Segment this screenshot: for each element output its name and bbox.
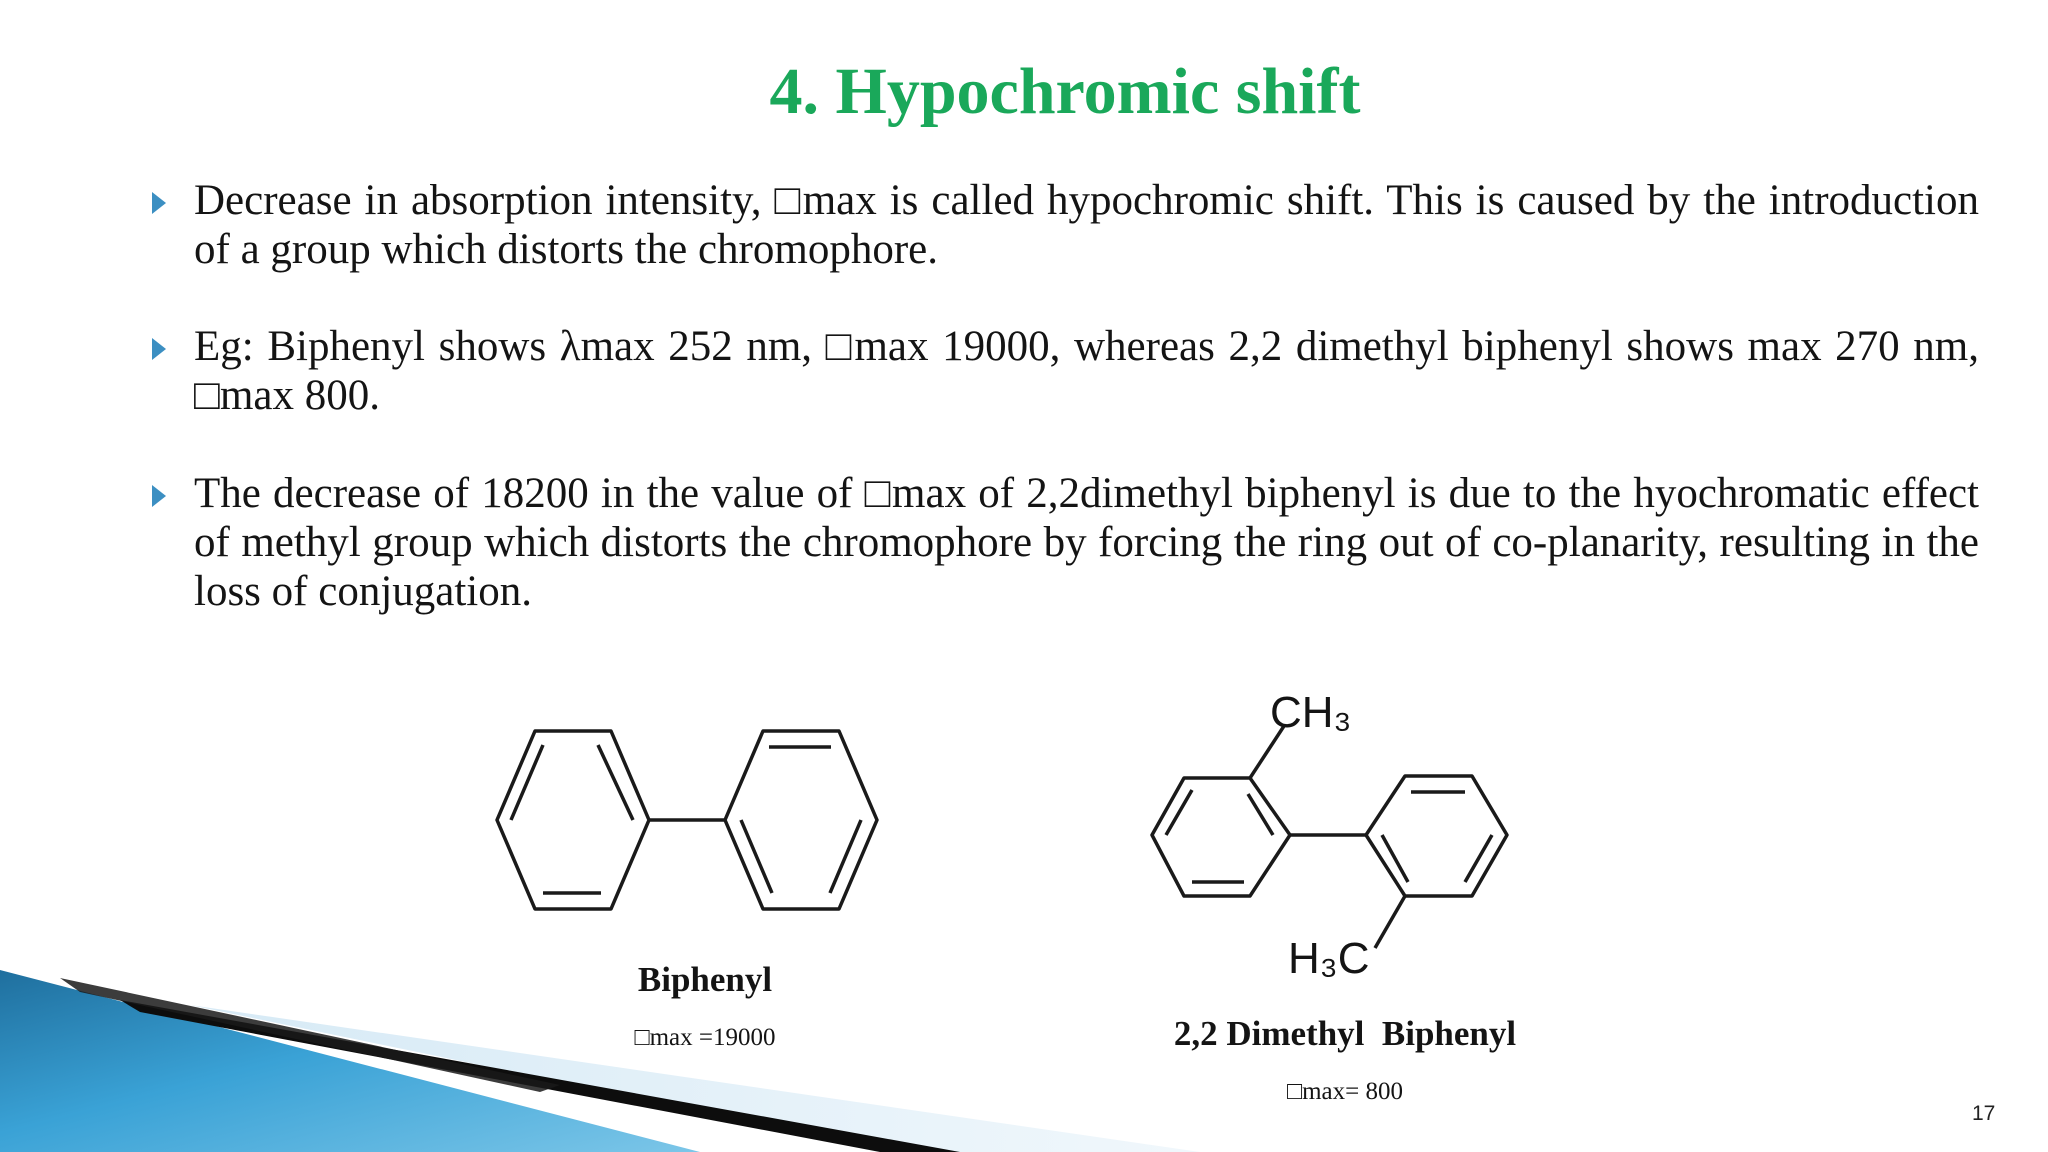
biphenyl-label: Biphenyl bbox=[637, 960, 773, 999]
biphenyl-structure bbox=[480, 715, 900, 925]
bullet-item: The decrease of 18200 in the value of □max of 2,2dimethyl biphenyl is due to the hyochromatic effect of methyl group which distorts the chromophore by forcing the ring out of co-planarity, resulting in the loss of conjugation. bbox=[194, 470, 1979, 615]
bullet-item: Eg: Biphenyl shows λmax 252 nm, □max 19000, whereas 2,2 dimethyl biphenyl shows max 270 nm, □max 800. bbox=[194, 323, 1979, 419]
bullet-item: Decrease in absorption intensity, □max is called hypochromic shift. This is caused by the introduction of a group which distorts the chromophore. bbox=[194, 177, 1979, 273]
dimethyl-biphenyl-label: 2,2 Dimethyl Biphenyl bbox=[1173, 1014, 1517, 1053]
dimethyl-bottom-group: H₃C bbox=[1288, 934, 1370, 983]
biphenyl-value: □max =19000 bbox=[634, 1024, 776, 1051]
dimethyl-biphenyl-value: □max= 800 bbox=[1287, 1078, 1403, 1105]
slide-title: 4. Hypochromic shift bbox=[769, 55, 1361, 128]
page-number: 17 bbox=[1972, 1102, 1996, 1125]
dimethyl-top-group: CH₃ bbox=[1270, 688, 1352, 737]
